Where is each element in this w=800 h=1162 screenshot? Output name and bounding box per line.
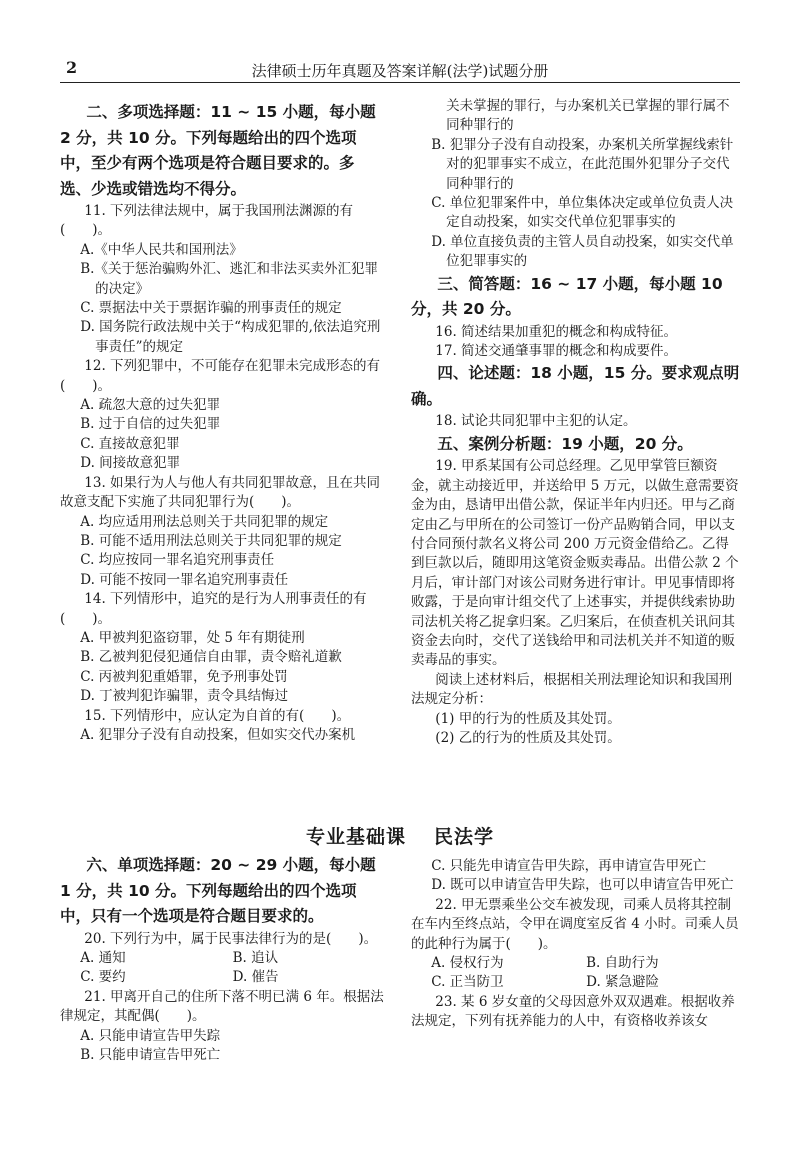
right-column	[411, 97, 741, 748]
q11-option-a: A.《中华人民共和国刑法》	[80, 241, 243, 258]
q22-option-b: B. 自助行为	[586, 955, 659, 972]
left-column	[60, 100, 385, 745]
q15-option-d: D. 单位直接负责的主管人员自动投案，如实交代单位犯罪事实的	[431, 233, 734, 270]
q20-option-d: D. 催告	[232, 969, 279, 986]
course-divider	[0, 822, 800, 849]
q22-stem: 22. 甲无票乘坐公交车被发现，司乘人员将其控制在车内至终点站，令甲在调度室反省 4 小时。司乘人员的此种行为属于( )。	[411, 896, 739, 952]
q19-subquestion-1: (1) 甲的行为的性质及其处罚。	[435, 710, 621, 727]
section-6-title: 六、单项选择题：20 ~ 29 小题，每小题 1 分，共 10 分。下列每题给出的四个选项中，只有一个选项是符合题目要求的。	[60, 856, 376, 925]
q11-stem: 11. 下列法律法规中，属于我国刑法渊源的有( )。	[60, 203, 354, 239]
q13-stem: 13. 如果行为人与他人有共同犯罪故意，且在共同故意支配下实施了共同犯罪行为( )。	[60, 474, 381, 511]
q21-option-c: C. 只能先申请宣告甲失踪，再申请宣告甲死亡	[431, 858, 707, 874]
page-header	[60, 56, 740, 83]
q20-stem: 20. 下列行为中，属于民事法律行为的是( )。	[84, 930, 378, 947]
q20-option-c: C. 要约	[80, 969, 126, 986]
bottom-left-column	[60, 853, 385, 1065]
q21-option-d: D. 既可以申请宣告甲失踪，也可以申请宣告甲死亡	[431, 877, 734, 894]
q13-option-a: A. 均应适用刑法总则关于共同犯罪的规定	[80, 513, 329, 530]
q15-option-a-continued: 关未掌握的罪行，与办案机关已掌握的罪行属不同种罪行的	[446, 98, 730, 134]
q13-option-d: D. 可能不按同一罪名追究刑事责任	[80, 571, 289, 588]
q23-stem: 23. 某 6 岁女童的父母因意外双双遇难。根据收养法规定，下列有抚养能力的人中，有资格收养该女	[411, 993, 735, 1030]
course-subject: 民法学	[434, 826, 495, 848]
section-2-title: 二、多项选择题：11 ~ 15 小题，每小题 2 分，共 10 分。下列每题给出的四个选项中，至少有两个选项是符合题目要求的。多选、少选或错选均不得分。	[60, 103, 376, 198]
q11-option-b: B.《关于惩治骗购外汇、逃汇和非法买卖外汇犯罪的决定》	[80, 261, 378, 297]
q21-option-a: A. 只能申请宣告甲失踪	[80, 1027, 221, 1044]
q14-option-a: A. 甲被判犯盗窃罪，处 5 年有期徒刑	[80, 629, 305, 646]
q22-option-a: A. 侵权行为	[431, 955, 504, 972]
q20-options-row-2	[60, 968, 385, 987]
section-3-title: 三、简答题：16 ~ 17 小题，每小题 10 分，共 20 分。	[411, 274, 723, 319]
q12-option-c: C. 直接故意犯罪	[80, 435, 180, 452]
q20-option-b: B. 追认	[232, 949, 279, 966]
q12-stem: 12. 下列犯罪中，不可能存在犯罪未完成形态的有( )。	[60, 358, 381, 394]
q15-option-c: C. 单位犯罪案件中，单位集体决定或单位负责人决定自动投案，如实交代单位犯罪事实的	[431, 195, 734, 231]
q13-option-b: B. 可能不适用刑法总则关于共同犯罪的规定	[80, 532, 342, 549]
q19-subquestion-2: (2) 乙的行为的性质及其处罚。	[435, 730, 621, 747]
q15-stem: 15. 下列情形中，应认定为自首的有( )。	[84, 707, 351, 724]
q11-option-c: C. 票据法中关于票据诈骗的刑事责任的规定	[80, 300, 342, 317]
q19-prompt: 阅读上述材料后，根据相关刑法理论知识和我国刑法规定分析：	[411, 671, 733, 708]
q17: 17. 简述交通肇事罪的概念和构成要件。	[435, 343, 678, 360]
q21-option-b: B. 只能申请宣告甲死亡	[80, 1046, 221, 1063]
running-title: 法律硕士历年真题及答案详解(法学)试题分册	[251, 62, 549, 80]
q12-option-b: B. 过于自信的过失犯罪	[80, 416, 221, 433]
course-type: 专业基础课	[305, 826, 406, 848]
section-4-title: 四、论述题：18 小题，15 分。要求观点明确。	[411, 364, 740, 408]
q16: 16. 简述结果加重犯的概念和构成特征。	[435, 323, 678, 340]
q11-option-d: D. 国务院行政法规中关于“构成犯罪的,依法追究刑事责任”的规定	[80, 319, 381, 355]
q14-option-c: C. 丙被判犯重婚罪，免予刑事处罚	[80, 668, 288, 685]
q14-option-d: D. 丁被判犯诈骗罪，责令具结悔过	[80, 688, 289, 705]
q19-case-text: 19. 甲系某国有公司总经理。乙见甲掌管巨额资金，就主动接近甲，并送给甲 5 万元，以做生意需要资金为由，恳请甲出借公款，保证半年内归还。甲与乙商定由乙与甲所在的公司签订一份产品购销合同，甲以支付合同预付款名义将公司 200 万元资金借给乙。乙得到巨款以后，随即用这笔资金贩卖毒品。出借公款 2 个月后，审计部门对该公司财务进行审计。甲见事情即将败露，于是向审计组交代了上述事实，并提供线索协助司法机关将乙捉拿归案。乙归案后，在侦查机关讯问其资金去向时，交代了送钱给甲和司法机关并不知道的贩卖毒品的事实。	[411, 458, 739, 669]
q14-stem: 14. 下列情形中，追究的是行为人刑事责任的有( )。	[60, 591, 367, 627]
q12-option-a: A. 疏忽大意的过失犯罪	[80, 397, 221, 414]
q22-options-row-1	[411, 954, 741, 973]
q22-option-c: C. 正当防卫	[431, 974, 504, 991]
q12-option-d: D. 间接故意犯罪	[80, 455, 181, 472]
q15-option-b: B. 犯罪分子没有自动投案，办案机关所掌握线索针对的犯罪事实不成立，在此范围外犯罪分子交代同种罪行的	[431, 136, 734, 192]
q13-option-c: C. 均应按同一罪名追究刑事责任	[80, 552, 275, 569]
section-5-title: 五、案例分析题：19 小题，20 分。	[437, 434, 693, 453]
q15-option-a: A. 犯罪分子没有自动投案，但如实交代办案机	[80, 726, 356, 743]
q22-option-d: D. 紧急避险	[586, 974, 660, 991]
page-number: 2	[66, 58, 78, 77]
q20-options-row-1	[60, 949, 385, 968]
bottom-right-column	[411, 857, 741, 1032]
q21-stem: 21. 甲离开自己的住所下落不明已满 6 年。根据法律规定，其配偶( )。	[60, 988, 384, 1025]
q22-options-row-2	[411, 973, 741, 992]
q18: 18. 试论共同犯罪中主犯的认定。	[435, 413, 637, 430]
q14-option-b: B. 乙被判犯侵犯通信自由罪，责令赔礼道歉	[80, 649, 342, 666]
q20-option-a: A. 通知	[80, 949, 126, 966]
